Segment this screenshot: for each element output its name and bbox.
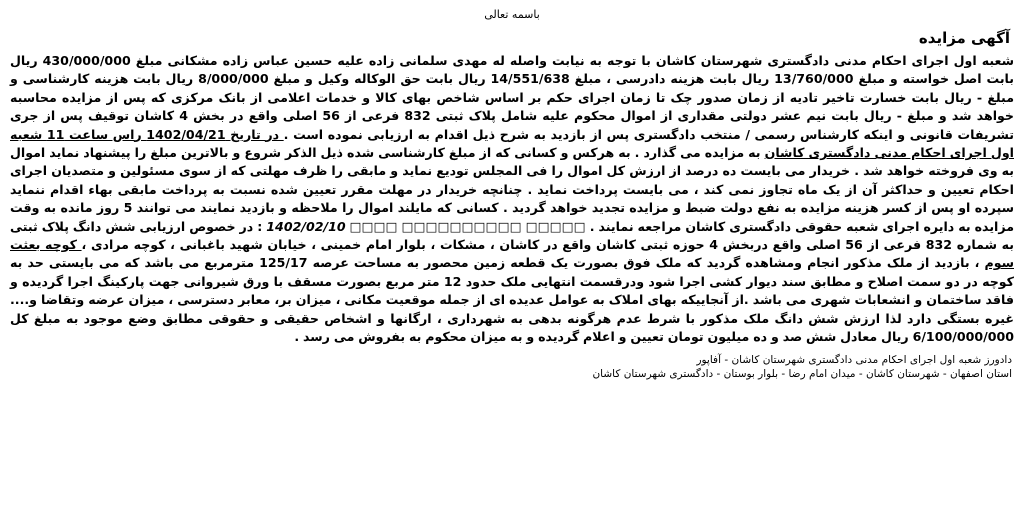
masked-text: □□□□□ □□□□□□□□□□ □□□□ — [345, 218, 590, 234]
footer-address: استان اصفهان - شهرستان کاشان - میدان امام رضا - بلوار بوستان - دادگستری شهرستان کاشان — [592, 367, 1012, 380]
body-part-1: شعبه اول اجرای احکام مدنی دادگستری شهرستان کاشان با توجه به نیابت واصله له مهدی سلمانی زاده علیه حسین عباس زاده مشکانی مبلغ 430/000/000 ریال بابت اصل خواسته و مبلغ 13/760/000 ریال بابت هزینه دادرسی ، مبلغ 14/551/638 ریال بابت حق الوکاله وکیل و مبلغ 8/000/000 ریال بابت هزینه کارشناسی و مبلغ - ریال بابت خسارت تاخیر تادیه از زمان صدور چک تا زمان اجرای حکم بر اساس شاخص بهای کالا و خدمات اعلامی از بانک مرکزی که پس از مزایده محاسبه خواهد شد و مبلغ - ریال بابت نیم عشر دولتی مقداری از اموال محکوم علیه شامل پلاک ثبتی 832 فرعی از 56 اصلی واقع در بخش 4 کاشان توقیف پس از جری تشریفات قانونی و اینکه کارشناس رسمی / منتخب دادگستری پس از بازدید به شرح ذیل اقدام به ارزیابی نموده است . — [10, 53, 1015, 142]
notice-body — [10, 52, 1014, 347]
alley-name: کوچه بعثت سوم — [10, 237, 1014, 271]
page-title: آگهی مزایده — [918, 29, 1010, 47]
footer-signature: دادورز شعبه اول اجرای احکام مدنی دادگستری شهرستان کاشان - آفاپور — [696, 353, 1012, 366]
body-part-4: ، بازدید از ملک مذکور انجام ومشاهده گردید که ملک فوق بصورت یک قطعه زمین محصور به مساحت عرصه 125/17 مترمربع می باشد که می بایستی حد به کوچه در دو سمت اصلاح و مطابق سند دیوار کشی اجرا شود ودرقسمت انتهایی ملک حدود 12 متر مربع بصورت مسقف با ورق شیروانی جهت پارکینگ اجرا گردیده و فاقد ساختمان و انشعابات شهری می باشد .از آنجاییکه بهای املاک به عوامل عدیده ای از جمله موقعیت مکانی ، میزان بر، معابر دسترسی ، میزان عرضه وتقاضا و.... غیره بستگی دارد لذا ارزش شش دانگ ملک مذکور با شرط عدم هرگونه بدهی به شهرداری ، ارگانها و اشخاص حقیقی و حقوقی مطابق وضع موجود به مبلغ کل 6/100/000/000 ریال معادل شش صد و ده میلیون تومان تعیین و اعلام گردیده و به میزان محکوم به بفروش می رسد . — [10, 255, 1015, 345]
header-invocation: باسمه تعالی — [484, 8, 540, 21]
report-date: 1402/02/10 — [266, 218, 346, 234]
body-part-3: : در خصوص ارزیابی شش دانگ پلاک ثبتی به شماره 832 فرعی از 56 اصلی واقع دربخش 4 حوزه ثبتی کاشان واقع در کاشان ، مشکات ، بلوار امام خمینی ، خیابان شهید باغبانی ، کوچه مرادی ، — [10, 218, 1014, 253]
body-part-2: به مزایده می گذارد . به هرکس و کسانی که از مبلغ کارشناسی شده ذیل الذکر شروع و بالاترین مبلغ را پیشنهاد نماید اموال به وی فروخته خواهد شد . خریدار می بایست ده درصد از ارزش کل اموال را فی المجلس تودیع نماید و مابقی را ظرف مهلتی که از سوی مسئولین و متصدیان اجرای احکام تعیین و حداکثر آن از یک ماه تجاوز نمی کند ، می بایست پرداخت نماید . چنانچه خریدار در مهلت مقرر تعیین شده نسبت به پرداخت مابقی بهاء اقدام ننماید سپرده او پس از کسر هزینه مزایده به نفع دولت ضبط و مزایده تجدید خواهد گردید . کسانی که مایلند اموال را ملاحظه و بازدید نمایند می توانند 5 روز مانده به وقت مزایده به دایره اجرای شعبه حقوقی دادگستری کاشان مراجعه نمایند . — [10, 145, 1014, 234]
auction-date-phrase: در تاریخ 1402/04/21 راس ساعت 11 شعبه اول اجرای احکام مدنی دادگستری کاشان — [10, 126, 1014, 161]
footer — [8, 353, 1012, 381]
